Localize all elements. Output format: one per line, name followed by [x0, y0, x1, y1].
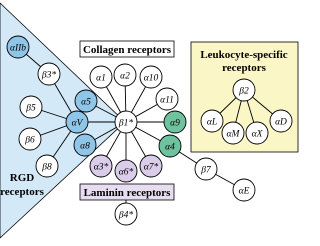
node-a11-label: α11	[160, 95, 174, 106]
node-aX	[246, 122, 268, 144]
node-aIIb	[7, 36, 29, 58]
node-a6-label: α6*	[118, 167, 134, 178]
node-b1	[115, 111, 137, 133]
node-a4	[159, 135, 181, 157]
node-b6-label: β6	[25, 135, 35, 146]
collagen-receptors-title: Collagen receptors	[82, 44, 172, 56]
node-b4-label: β4*	[118, 210, 134, 221]
node-aX-label: αX	[251, 129, 263, 140]
node-b2-label: β2	[239, 86, 249, 97]
node-a2-label: α2	[120, 71, 130, 82]
leukocyte-receptors-title-line2: receptors	[222, 62, 266, 74]
node-a10-label: α10	[143, 73, 159, 84]
node-a4-label: α4	[165, 142, 175, 153]
node-a9	[164, 111, 186, 133]
node-aE	[233, 179, 255, 201]
node-b3-label: β3*	[41, 70, 57, 81]
leukocyte-receptors-title-line1: Leukocyte-specific	[200, 49, 288, 61]
node-a6	[115, 160, 137, 182]
node-a8-label: α8	[80, 141, 90, 152]
node-a1	[90, 66, 112, 88]
laminin-receptors-title: Laminin receptors	[83, 187, 171, 199]
node-b6	[19, 128, 41, 150]
node-a9-label: α9	[170, 118, 180, 129]
node-a1-label: α1	[96, 73, 106, 84]
node-aM	[222, 122, 244, 144]
node-a11	[156, 88, 178, 110]
node-a7	[140, 155, 162, 177]
node-b7-label: β7	[201, 165, 211, 176]
rgd-receptors-title-line1: RGD	[9, 172, 35, 184]
node-aV	[66, 111, 88, 133]
node-a3	[90, 155, 112, 177]
node-a8	[74, 134, 96, 156]
node-a5-label: α5	[81, 97, 91, 108]
node-aV-label: αV	[71, 118, 83, 129]
node-b5-label: β5	[26, 103, 36, 114]
node-a7-label: α7*	[143, 162, 159, 173]
node-b8-label: β8	[42, 162, 52, 173]
node-aD	[270, 110, 292, 132]
node-aM-label: αM	[226, 129, 240, 140]
node-b1-label: β1*	[118, 118, 134, 129]
node-b3	[38, 63, 60, 85]
node-a2	[114, 64, 136, 86]
node-a3-label: α3*	[93, 162, 109, 173]
node-b4	[115, 203, 137, 225]
node-b5	[20, 96, 42, 118]
node-b2	[233, 79, 255, 101]
node-aL	[201, 110, 223, 132]
node-b7	[195, 158, 217, 180]
node-b8	[36, 155, 58, 177]
node-aIIb-label: αIIb	[9, 43, 27, 54]
node-aD-label: αD	[275, 117, 287, 128]
rgd-receptors-title-line2: receptors	[0, 186, 44, 198]
node-aL-label: αL	[206, 117, 218, 128]
node-a10	[140, 66, 162, 88]
node-aE-label: αE	[238, 186, 250, 197]
node-a5	[75, 90, 97, 112]
